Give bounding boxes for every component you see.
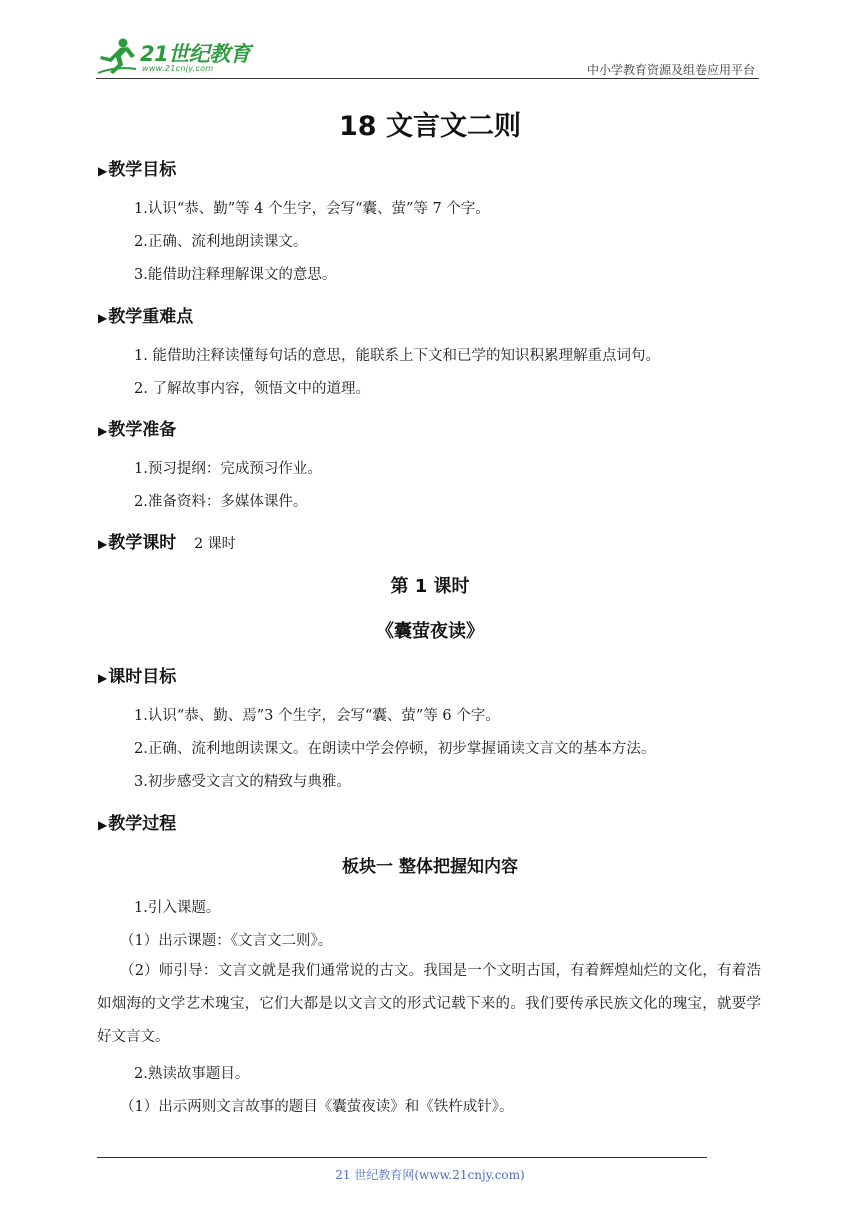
section-heading-text: 课时目标 [108, 667, 177, 687]
page-header [96, 34, 759, 80]
section-heading-text: 教学目标 [108, 160, 177, 180]
process-paragraph: （2）师引导：文言文就是我们通常说的古文。我国是一个文明古国，有着辉煌灿烂的文化，有着浩如烟海的文学艺术瑰宝，它们大都是以文言文的形式记载下来的。我们要传承民族文化的瑰宝，就要学好文言文。 [97, 963, 761, 1045]
list-item: 1. 能借助注释读懂每句话的意思，能联系上下文和已学的知识积累理解重点词句。 [134, 348, 660, 364]
process-line: 2.熟读故事题目。 [134, 1066, 250, 1082]
section-heading-prep [98, 415, 176, 440]
platform-name: 中小学教育资源及组卷应用平台 [586, 63, 755, 77]
section-heading-text: 教学准备 [108, 420, 177, 440]
section-heading-objectives [98, 662, 176, 687]
triangle-bullet-icon: ▶ [98, 311, 108, 325]
hours-value: 2 课时 [194, 536, 236, 552]
triangle-bullet-icon: ▶ [98, 818, 108, 832]
site-logo[interactable] [96, 34, 256, 78]
triangle-bullet-icon: ▶ [98, 424, 108, 438]
section-heading-hours [98, 528, 236, 553]
list-item: 2.正确、流利地朗读课文。 [134, 234, 308, 250]
logo-url: www.21cnjy.com [142, 64, 214, 73]
triangle-bullet-icon: ▶ [98, 671, 108, 685]
lesson-period-title: 第 1 课时 [390, 576, 470, 597]
block-title: 板块一 整体把握知内容 [342, 857, 518, 877]
list-item: 2. 了解故事内容，领悟文中的道理。 [134, 381, 370, 397]
footer-link[interactable]: 21 世纪教育网(www.21cnjy.com) [335, 1168, 525, 1182]
process-line: （1）出示课题：《文言文二则》。 [120, 933, 333, 949]
process-line: 1.引入课题。 [134, 900, 221, 916]
header-divider [96, 78, 759, 79]
section-heading-text: 教学重难点 [108, 307, 194, 327]
logo-text: 21世纪教育 [140, 42, 251, 66]
list-item: 3.能借助注释理解课文的意思。 [134, 267, 337, 283]
section-heading-goals [98, 155, 176, 180]
footer-divider [97, 1157, 707, 1158]
list-item: 1.预习提纲：完成预习作业。 [134, 461, 322, 477]
process-line: （1）出示两则文言故事的题目《囊萤夜读》和《铁杵成针》。 [120, 1099, 514, 1115]
list-item: 1.认识“恭、勤”等 4 个生字，会写“囊、萤”等 7 个字。 [134, 201, 490, 217]
page-title: 18 文言文二则 [339, 111, 521, 142]
list-item: 1.认识“恭、勤、焉”3 个生字，会写“囊、萤”等 6 个字。 [134, 708, 500, 724]
list-item: 3.初步感受文言文的精致与典雅。 [134, 774, 351, 790]
triangle-bullet-icon: ▶ [98, 164, 108, 178]
section-heading-process [98, 809, 176, 834]
list-item: 2.准备资料：多媒体课件。 [134, 494, 308, 510]
list-item: 2.正确、流利地朗读课文。在朗读中学会停顿，初步掌握诵读文言文的基本方法。 [134, 741, 656, 757]
triangle-bullet-icon: ▶ [98, 537, 108, 551]
section-heading-key-points [98, 302, 193, 327]
section-heading-text: 教学课时 [108, 533, 177, 553]
runner-logo-icon [96, 36, 138, 76]
section-heading-text: 教学过程 [108, 814, 177, 834]
lesson-text-title: 《囊萤夜读》 [376, 621, 484, 642]
